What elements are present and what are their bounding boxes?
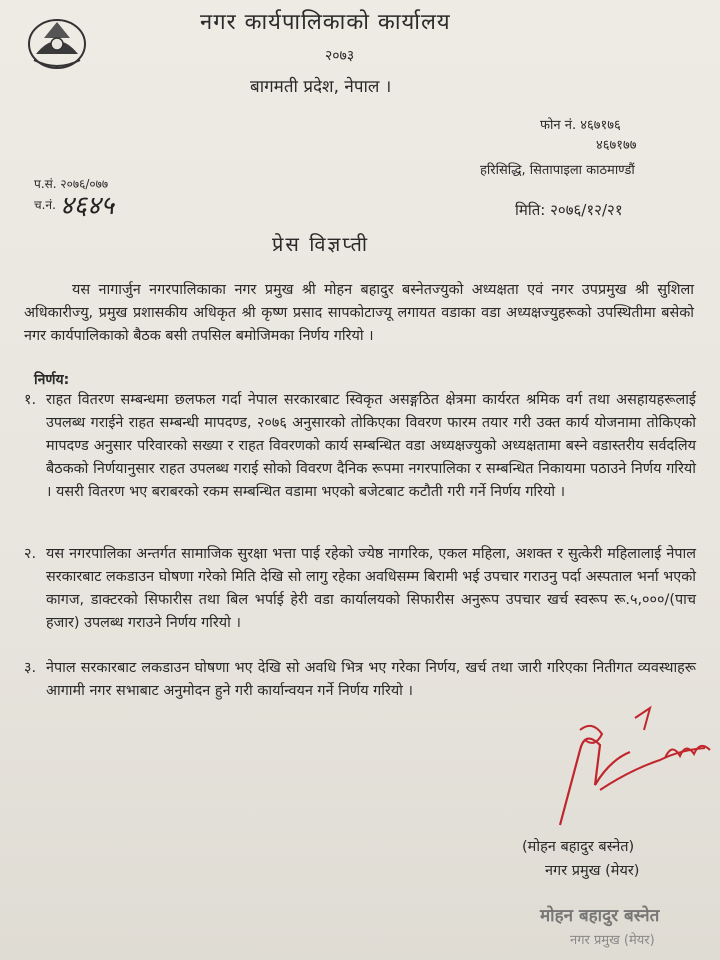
decision-item-1 xyxy=(24,389,696,504)
office-address: हरिसिद्धि, सितापाइला काठमाण्डौं xyxy=(480,163,635,178)
province-line: बागमती प्रदेश, नेपाल । xyxy=(250,77,392,97)
decision-number: १. xyxy=(24,392,37,408)
name-stamp: मोहन बहादुर बस्नेत xyxy=(540,906,660,926)
decision-number: ३. xyxy=(24,660,37,676)
decision-text: राहत वितरण सम्बन्धमा छलफल गर्दा नेपाल सरकारबाट स्विकृत असङ्गठित क्षेत्रमा कार्यरत श्रमिक वर्ग तथा असहायहरूलाई उपलब्ध गराईने राहत सम्बन्धी मापदण्ड, २०७६ अनुसारको तोकिएका विवरण फारम तयार गरी उक्त कार्य योजनामा तोकिएको मापदण्ड अनुसार परिवारको सख्या र राहत विवरणको कार्य सम्बन्धित वडा अध्यक्षज्युको अध्यक्षतामा बस्ने वडास्तरीय सर्वदलिय बैठकको निर्णयानुसार राहत उपलब्ध गराई सोको विवरण दैनिक रूपमा नगरपालिका र सम्बन्धित निकायमा पठाउने निर्णय गरियो । यसरी वितरण भए बराबरको रकम सम्बन्धित वडामा भएको बजेटबाट कटौती गरी गर्ने निर्णय गरियो । xyxy=(46,392,696,500)
phone-number-2: ४६७१७७ xyxy=(596,138,637,153)
signatory-title: नगर प्रमुख (मेयर) xyxy=(545,863,640,879)
intro-paragraph: यस नागार्जुन नगरपालिकाका नगर प्रमुख श्री मोहन बहादुर बस्नेतज्युको अध्यक्षता एवं नगर उपप्रमुख श्री सुशिला अधिकारीज्यु, प्रमुख प्रशासकीय अधिकृत श्री कृष्ण प्रसाद सापकोटाज्यू लगायत वडाका वडा अध्यक्षज्युहरूको उपस्थितीमा बसेको नगर कार्यपालिकाको बैठक बसी तपसिल बमोजिमका निर्णय गरियो । xyxy=(24,282,694,344)
signatory-name: (मोहन बहादुर बस्नेत) xyxy=(522,839,635,855)
nepal-emblem-icon xyxy=(26,14,88,70)
document-heading: प्रेस विज्ञप्ती xyxy=(272,232,370,256)
dispatch-number-label: च.नं. xyxy=(34,198,56,212)
decision-text: नेपाल सरकारबाट लकडाउन घोषणा भए देखि सो अवधि भित्र भए गरेका निर्णय, खर्च तथा जारी गरिएका नितीगत व्यवस्थाहरू आगामी नगर सभाबाट अनुमोदन हुने गरी कार्यान्वयन गर्ने निर्णय गरियो । xyxy=(46,660,696,699)
letter-date: मिति: २०७६/१२/२१ xyxy=(515,201,623,219)
title-stamp: नगर प्रमुख (मेयर) xyxy=(570,933,655,948)
dispatch-number: ४६४५ xyxy=(60,191,115,221)
handwritten-signature xyxy=(540,690,720,830)
fiscal-year-ref: प.सं. २०७६/०७७ xyxy=(34,177,109,191)
decision-item-2 xyxy=(24,543,696,635)
establishment-year: २०७३ xyxy=(325,48,355,64)
office-title: नगर कार्यपालिकाको कार्यालय xyxy=(200,10,451,35)
decisions-label: निर्णय: xyxy=(34,372,70,388)
decision-number: २. xyxy=(24,546,37,562)
decision-text: यस नगरपालिका अन्तर्गत सामाजिक सुरक्षा भत्ता पाई रहेको ज्येष्ठ नागरिक, एकल महिला, अशक्त र सुत्केरी महिलालाई नेपाल सरकारबाट लकडाउन घोषणा गरेको मिति देखि सो लागु रहेका अवधिसम्म बिरामी भई उपचार गराउनु पर्दा अस्पताल भर्ना भएको कागज, डाक्टरको सिफारीस तथा बिल भर्पाई हेरी वडा कार्यालयको सिफारीस अनुरूप उपचार खर्च स्वरूप रू.५,०००/(पाच हजार) उपलब्ध गराउने निर्णय गरियो । xyxy=(46,546,696,631)
phone-number: फोन नं. ४६७१७६ xyxy=(540,118,621,133)
